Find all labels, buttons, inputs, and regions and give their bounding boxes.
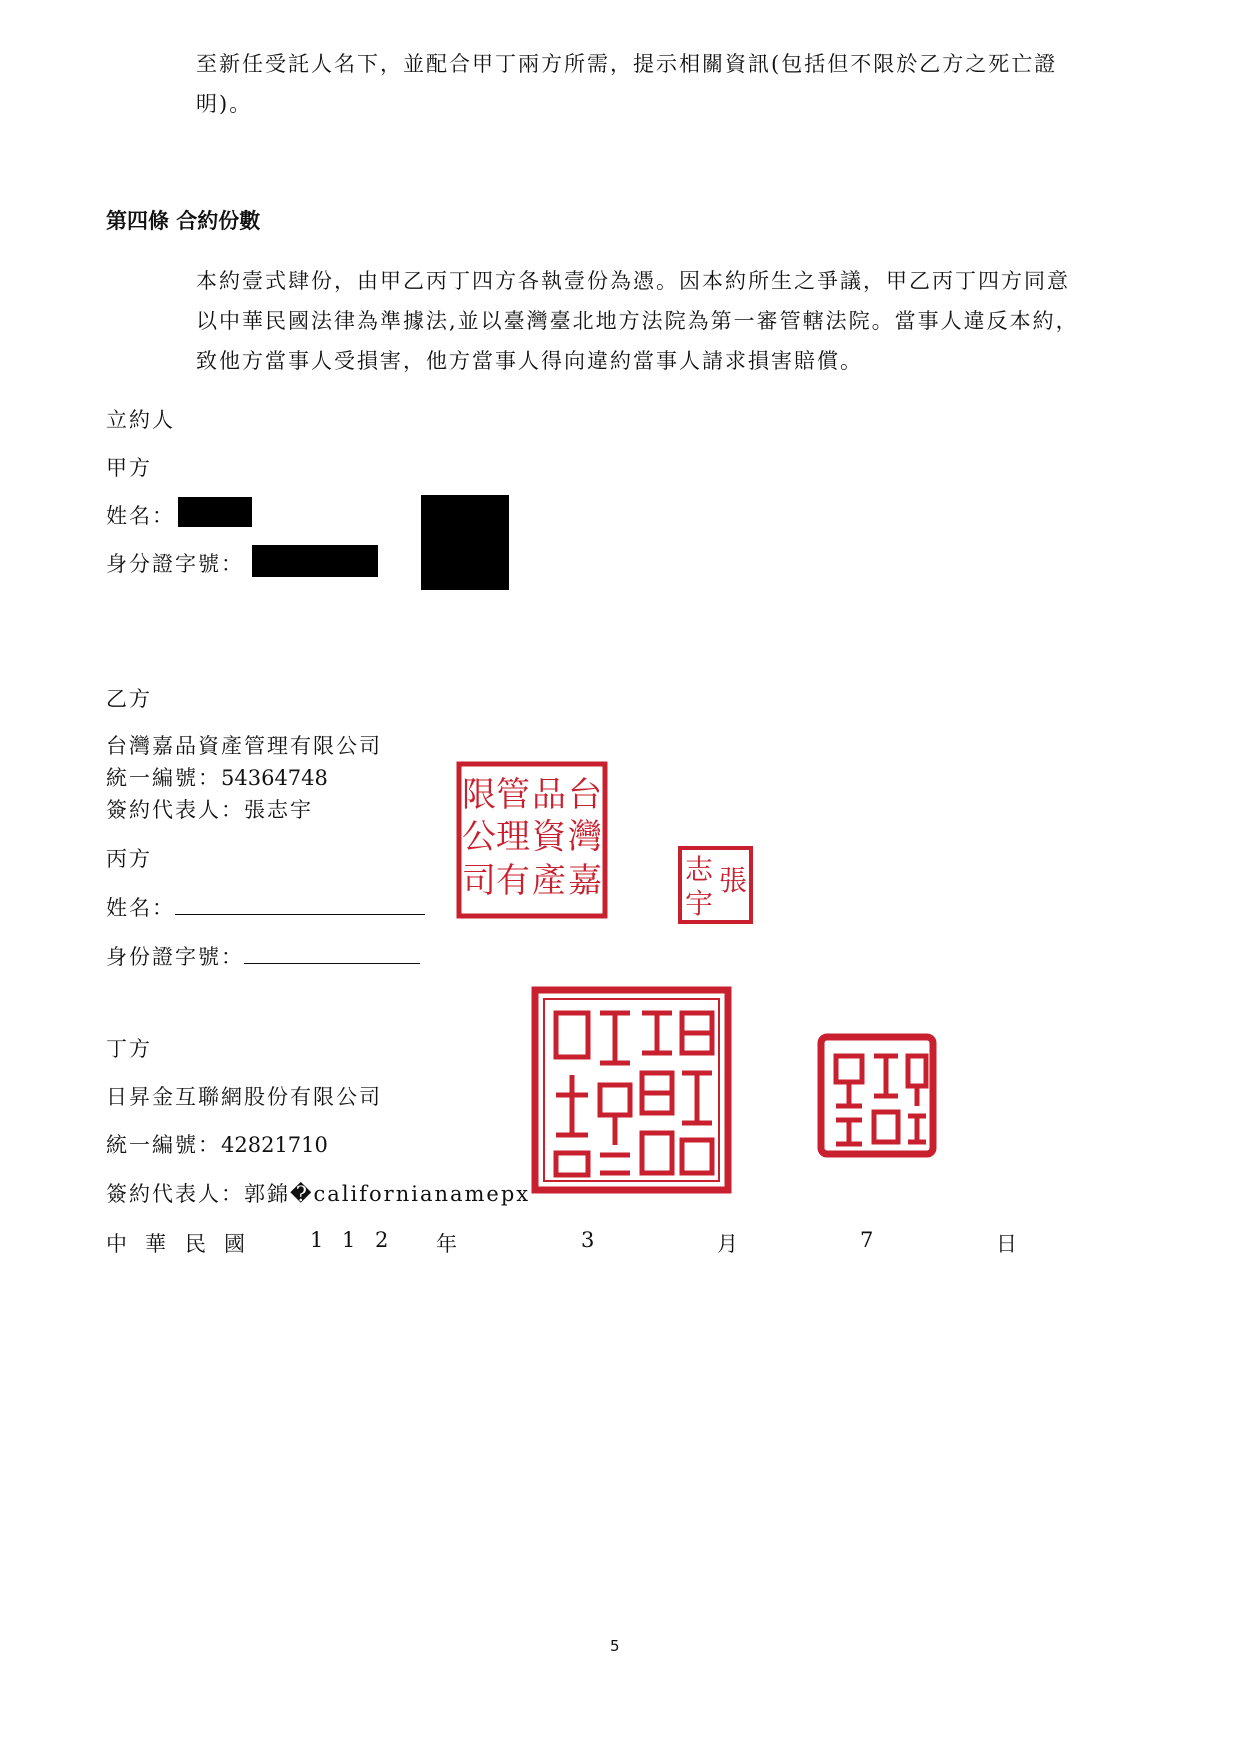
date-year-digit-2: 1 xyxy=(342,1228,356,1252)
party-b-title: 乙方 xyxy=(106,687,152,711)
seal-b-char-5: 資 xyxy=(532,817,566,857)
seal-b-char-10: 限 xyxy=(462,775,496,815)
party-c-name-row xyxy=(106,892,425,922)
redacted-id xyxy=(252,545,378,577)
article-4-line-3: 致他方當事人受損害，他方當事人得向違約當事人請求損害賠償。 xyxy=(196,349,863,373)
date-year-digit-3: 2 xyxy=(375,1228,389,1252)
party-d-rep xyxy=(106,1178,530,1208)
seal-b-char-1: 台 xyxy=(568,775,602,815)
party-b-company: 台灣嘉品資產管理有限公司 xyxy=(106,734,382,758)
party-d-reg-no: 42821710 xyxy=(221,1133,328,1157)
person-seal-b xyxy=(677,845,754,925)
article-4-heading: 第四條 合約份數 xyxy=(106,209,261,233)
person-seal-d xyxy=(816,1032,938,1159)
party-d-reg xyxy=(106,1129,328,1159)
party-d-title: 丁方 xyxy=(106,1037,152,1061)
date-era-1: 中 xyxy=(106,1232,127,1256)
party-b-reg-label: 統一編號： xyxy=(106,766,221,790)
company-seal-d xyxy=(530,985,733,1195)
seal-b-person-char-2: 志 xyxy=(684,853,714,886)
seal-b-char-8: 理 xyxy=(496,817,530,857)
signatories-label: 立約人 xyxy=(106,408,175,432)
date-year-unit: 年 xyxy=(436,1232,457,1256)
party-c-id-label: 身份證字號： xyxy=(106,945,244,969)
party-b-rep-name: 張志宇 xyxy=(244,798,313,822)
seal-b-char-12: 司 xyxy=(462,861,496,901)
party-a-title: 甲方 xyxy=(106,456,152,480)
party-d-company: 日昇金互聯網股份有限公司 xyxy=(106,1085,382,1109)
article-4-line-2: 以中華民國法律為準據法,並以臺灣臺北地方法院為第一審管轄法院。當事人違反本約， xyxy=(196,309,1079,333)
seal-b-char-4: 品 xyxy=(532,775,566,815)
party-c-name-label: 姓名： xyxy=(106,896,175,920)
party-b-rep-label: 簽約代表人： xyxy=(106,798,244,822)
continuation-line-2: 明)。 xyxy=(196,92,253,116)
date-day-unit: 日 xyxy=(996,1232,1017,1256)
seal-b-char-11: 公 xyxy=(462,817,496,857)
date-era-2: 華 xyxy=(145,1232,166,1256)
party-b-reg xyxy=(106,762,328,792)
seal-b-char-2: 灣 xyxy=(568,817,602,857)
party-a-id-label: 身分證字號： xyxy=(106,552,244,576)
party-d-rep-name: 郭錦�californianamepx xyxy=(244,1182,531,1206)
article-4-line-1: 本約壹式肆份，由甲乙丙丁四方各執壹份為憑。因本約所生之爭議，甲乙丙丁四方同意 xyxy=(196,269,1070,293)
party-d-reg-label: 統一編號： xyxy=(106,1133,221,1157)
party-c-name-blank xyxy=(175,896,425,915)
seal-b-char-3: 嘉 xyxy=(568,861,602,901)
seal-b-char-9: 有 xyxy=(496,861,530,901)
redacted-seal xyxy=(421,495,509,590)
redacted-name xyxy=(178,497,252,527)
seal-b-person-char-1: 張 xyxy=(718,864,748,897)
continuation-line-1: 至新任受託人名下，並配合甲丁兩方所需，提示相關資訊(包括但不限於乙方之死亡證 xyxy=(196,52,1058,76)
date-month: 3 xyxy=(581,1228,595,1252)
page-number: 5 xyxy=(610,1637,620,1655)
date-era-4: 國 xyxy=(224,1232,245,1256)
party-c-title: 丙方 xyxy=(106,847,152,871)
date-month-unit: 月 xyxy=(717,1232,738,1256)
seal-b-char-7: 管 xyxy=(496,775,530,815)
party-b-rep xyxy=(106,794,313,824)
party-c-id-blank xyxy=(244,945,420,964)
seal-b-person-char-3: 宇 xyxy=(684,887,714,920)
party-d-rep-label: 簽約代表人： xyxy=(106,1182,244,1206)
date-era-3: 民 xyxy=(185,1232,206,1256)
date-year-digit-1: 1 xyxy=(310,1228,324,1252)
company-seal-b xyxy=(455,760,609,920)
party-c-id-row xyxy=(106,941,420,971)
date-day: 7 xyxy=(860,1228,874,1252)
seal-b-char-6: 產 xyxy=(532,861,566,901)
party-a-name-label: 姓名： xyxy=(106,504,175,528)
party-b-reg-no: 54364748 xyxy=(221,766,328,790)
